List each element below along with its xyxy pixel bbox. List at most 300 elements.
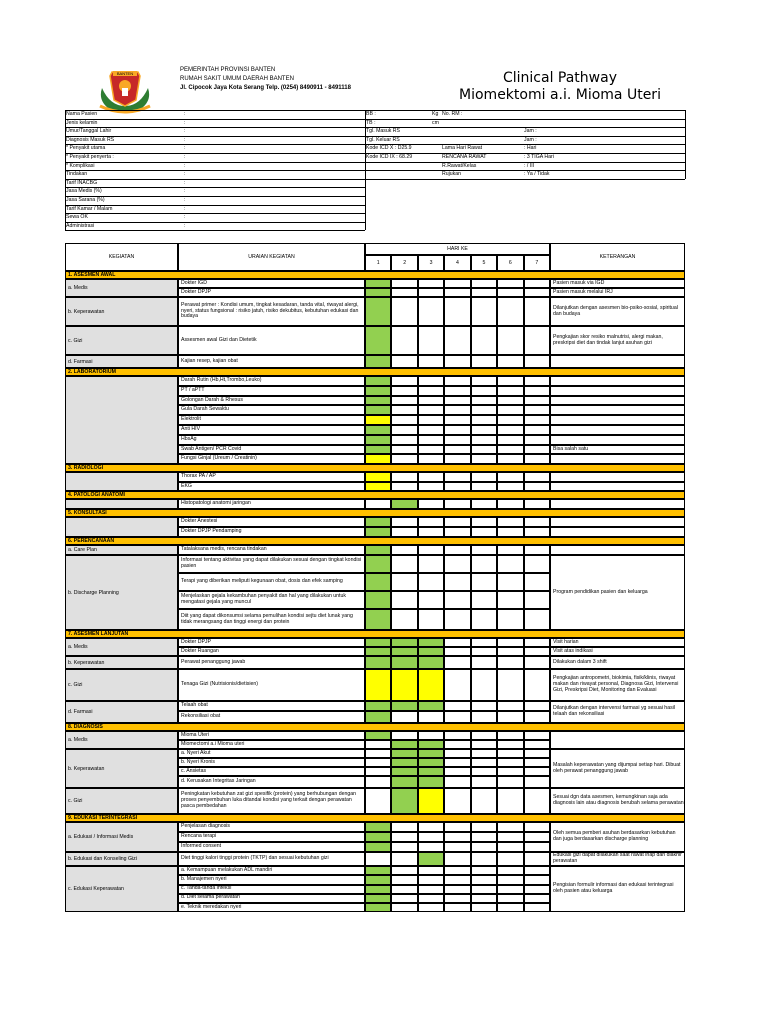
day-checkbox-3[interactable] [418,405,444,415]
day-checkbox-1[interactable] [365,297,391,326]
day-checkbox-6[interactable] [497,415,523,425]
day-checkbox-3[interactable] [418,609,444,630]
day-checkbox-3[interactable] [418,731,444,740]
day-checkbox-3[interactable] [418,482,444,492]
day-checkbox-6[interactable] [497,279,523,288]
day-checkbox-5[interactable] [471,903,497,912]
day-checkbox-6[interactable] [497,885,523,894]
day-checkbox-3[interactable] [418,288,444,297]
day-checkbox-6[interactable] [497,749,523,758]
day-checkbox-1[interactable] [365,405,391,415]
day-checkbox-4[interactable] [444,731,470,740]
day-checkbox-4[interactable] [444,740,470,749]
day-checkbox-2[interactable] [391,749,417,758]
day-checkbox-3[interactable] [418,740,444,749]
day-checkbox-5[interactable] [471,740,497,749]
day-checkbox-2[interactable] [391,591,417,609]
day-checkbox-6[interactable] [497,454,523,464]
day-checkbox-5[interactable] [471,776,497,788]
day-checkbox-5[interactable] [471,656,497,669]
day-checkbox-7[interactable] [524,875,550,884]
day-checkbox-7[interactable] [524,894,550,903]
day-checkbox-4[interactable] [444,822,470,832]
day-checkbox-1[interactable] [365,609,391,630]
day-checkbox-6[interactable] [497,758,523,767]
day-checkbox-5[interactable] [471,609,497,630]
day-checkbox-7[interactable] [524,376,550,386]
day-checkbox-3[interactable] [418,767,444,776]
day-checkbox-7[interactable] [524,472,550,482]
day-checkbox-5[interactable] [471,425,497,435]
day-checkbox-5[interactable] [471,326,497,355]
day-checkbox-4[interactable] [444,545,470,555]
day-checkbox-3[interactable] [418,279,444,288]
day-checkbox-5[interactable] [471,415,497,425]
day-checkbox-6[interactable] [497,355,523,368]
day-checkbox-6[interactable] [497,555,523,573]
day-checkbox-7[interactable] [524,711,550,723]
day-checkbox-1[interactable] [365,866,391,875]
day-checkbox-2[interactable] [391,866,417,875]
day-checkbox-4[interactable] [444,376,470,386]
day-checkbox-5[interactable] [471,376,497,386]
day-checkbox-1[interactable] [365,425,391,435]
day-checkbox-4[interactable] [444,279,470,288]
day-checkbox-2[interactable] [391,647,417,656]
day-checkbox-7[interactable] [524,517,550,527]
day-checkbox-3[interactable] [418,656,444,669]
day-checkbox-3[interactable] [418,894,444,903]
day-checkbox-7[interactable] [524,885,550,894]
day-checkbox-6[interactable] [497,903,523,912]
day-checkbox-1[interactable] [365,454,391,464]
day-checkbox-1[interactable] [365,711,391,723]
day-checkbox-1[interactable] [365,355,391,368]
day-checkbox-6[interactable] [497,386,523,396]
day-checkbox-4[interactable] [444,866,470,875]
day-checkbox-3[interactable] [418,866,444,875]
day-checkbox-5[interactable] [471,472,497,482]
day-checkbox-6[interactable] [497,376,523,386]
day-checkbox-2[interactable] [391,288,417,297]
day-checkbox-5[interactable] [471,545,497,555]
day-checkbox-6[interactable] [497,842,523,852]
day-checkbox-6[interactable] [497,527,523,537]
day-checkbox-4[interactable] [444,852,470,866]
day-checkbox-5[interactable] [471,355,497,368]
day-checkbox-2[interactable] [391,297,417,326]
day-checkbox-4[interactable] [444,788,470,814]
day-checkbox-5[interactable] [471,482,497,492]
day-checkbox-3[interactable] [418,326,444,355]
day-checkbox-3[interactable] [418,454,444,464]
day-checkbox-5[interactable] [471,894,497,903]
day-checkbox-1[interactable] [365,415,391,425]
day-checkbox-2[interactable] [391,472,417,482]
day-checkbox-5[interactable] [471,288,497,297]
day-checkbox-5[interactable] [471,555,497,573]
day-checkbox-3[interactable] [418,415,444,425]
day-checkbox-4[interactable] [444,832,470,842]
day-checkbox-5[interactable] [471,758,497,767]
day-checkbox-2[interactable] [391,822,417,832]
day-checkbox-4[interactable] [444,355,470,368]
day-checkbox-2[interactable] [391,482,417,492]
day-checkbox-1[interactable] [365,903,391,912]
day-checkbox-6[interactable] [497,731,523,740]
day-checkbox-5[interactable] [471,499,497,509]
day-checkbox-6[interactable] [497,425,523,435]
day-checkbox-1[interactable] [365,279,391,288]
day-checkbox-7[interactable] [524,788,550,814]
day-checkbox-4[interactable] [444,527,470,537]
day-checkbox-2[interactable] [391,711,417,723]
day-checkbox-7[interactable] [524,609,550,630]
day-checkbox-6[interactable] [497,326,523,355]
day-checkbox-6[interactable] [497,875,523,884]
day-checkbox-3[interactable] [418,517,444,527]
day-checkbox-5[interactable] [471,669,497,701]
day-checkbox-1[interactable] [365,573,391,591]
day-checkbox-3[interactable] [418,758,444,767]
day-checkbox-3[interactable] [418,573,444,591]
day-checkbox-7[interactable] [524,405,550,415]
day-checkbox-5[interactable] [471,885,497,894]
day-checkbox-7[interactable] [524,326,550,355]
day-checkbox-1[interactable] [365,656,391,669]
day-checkbox-3[interactable] [418,885,444,894]
day-checkbox-7[interactable] [524,842,550,852]
day-checkbox-6[interactable] [497,866,523,875]
day-checkbox-3[interactable] [418,435,444,445]
day-checkbox-4[interactable] [444,894,470,903]
day-checkbox-5[interactable] [471,591,497,609]
day-checkbox-1[interactable] [365,767,391,776]
day-checkbox-2[interactable] [391,445,417,455]
day-checkbox-1[interactable] [365,701,391,711]
day-checkbox-1[interactable] [365,499,391,509]
day-checkbox-2[interactable] [391,517,417,527]
day-checkbox-3[interactable] [418,875,444,884]
day-checkbox-7[interactable] [524,415,550,425]
day-checkbox-7[interactable] [524,435,550,445]
day-checkbox-4[interactable] [444,701,470,711]
day-checkbox-7[interactable] [524,573,550,591]
day-checkbox-2[interactable] [391,425,417,435]
day-checkbox-3[interactable] [418,445,444,455]
day-checkbox-5[interactable] [471,731,497,740]
day-checkbox-7[interactable] [524,701,550,711]
day-checkbox-4[interactable] [444,405,470,415]
day-checkbox-1[interactable] [365,527,391,537]
day-checkbox-7[interactable] [524,279,550,288]
day-checkbox-4[interactable] [444,875,470,884]
day-checkbox-1[interactable] [365,396,391,406]
day-checkbox-2[interactable] [391,669,417,701]
day-checkbox-6[interactable] [497,822,523,832]
day-checkbox-3[interactable] [418,647,444,656]
day-checkbox-1[interactable] [365,591,391,609]
day-checkbox-1[interactable] [365,669,391,701]
day-checkbox-7[interactable] [524,749,550,758]
day-checkbox-1[interactable] [365,758,391,767]
day-checkbox-6[interactable] [497,852,523,866]
day-checkbox-3[interactable] [418,701,444,711]
day-checkbox-5[interactable] [471,405,497,415]
day-checkbox-7[interactable] [524,776,550,788]
day-checkbox-4[interactable] [444,386,470,396]
day-checkbox-1[interactable] [365,822,391,832]
day-checkbox-2[interactable] [391,842,417,852]
day-checkbox-1[interactable] [365,832,391,842]
day-checkbox-4[interactable] [444,776,470,788]
day-checkbox-2[interactable] [391,279,417,288]
day-checkbox-1[interactable] [365,386,391,396]
day-checkbox-2[interactable] [391,454,417,464]
day-checkbox-7[interactable] [524,656,550,669]
day-checkbox-3[interactable] [418,852,444,866]
day-checkbox-3[interactable] [418,822,444,832]
day-checkbox-6[interactable] [497,435,523,445]
day-checkbox-6[interactable] [497,767,523,776]
day-checkbox-3[interactable] [418,591,444,609]
day-checkbox-4[interactable] [444,472,470,482]
day-checkbox-4[interactable] [444,647,470,656]
day-checkbox-2[interactable] [391,852,417,866]
day-checkbox-1[interactable] [365,875,391,884]
day-checkbox-7[interactable] [524,731,550,740]
day-checkbox-6[interactable] [497,740,523,749]
day-checkbox-4[interactable] [444,591,470,609]
day-checkbox-7[interactable] [524,758,550,767]
day-checkbox-5[interactable] [471,875,497,884]
day-checkbox-2[interactable] [391,415,417,425]
day-checkbox-6[interactable] [497,638,523,647]
day-checkbox-2[interactable] [391,355,417,368]
day-checkbox-3[interactable] [418,638,444,647]
day-checkbox-5[interactable] [471,767,497,776]
day-checkbox-1[interactable] [365,894,391,903]
day-checkbox-1[interactable] [365,740,391,749]
day-checkbox-5[interactable] [471,454,497,464]
day-checkbox-5[interactable] [471,396,497,406]
day-checkbox-5[interactable] [471,832,497,842]
day-checkbox-2[interactable] [391,435,417,445]
day-checkbox-6[interactable] [497,609,523,630]
day-checkbox-2[interactable] [391,832,417,842]
day-checkbox-7[interactable] [524,852,550,866]
day-checkbox-5[interactable] [471,866,497,875]
day-checkbox-6[interactable] [497,405,523,415]
day-checkbox-3[interactable] [418,545,444,555]
day-checkbox-3[interactable] [418,669,444,701]
day-checkbox-2[interactable] [391,396,417,406]
day-checkbox-4[interactable] [444,638,470,647]
day-checkbox-5[interactable] [471,711,497,723]
day-checkbox-7[interactable] [524,832,550,842]
day-checkbox-6[interactable] [497,396,523,406]
day-checkbox-5[interactable] [471,517,497,527]
day-checkbox-5[interactable] [471,701,497,711]
day-checkbox-6[interactable] [497,711,523,723]
day-checkbox-2[interactable] [391,656,417,669]
day-checkbox-6[interactable] [497,776,523,788]
day-checkbox-1[interactable] [365,885,391,894]
day-checkbox-6[interactable] [497,669,523,701]
day-checkbox-6[interactable] [497,499,523,509]
day-checkbox-4[interactable] [444,669,470,701]
day-checkbox-1[interactable] [365,638,391,647]
day-checkbox-1[interactable] [365,545,391,555]
day-checkbox-1[interactable] [365,435,391,445]
day-checkbox-3[interactable] [418,425,444,435]
day-checkbox-7[interactable] [524,767,550,776]
day-checkbox-4[interactable] [444,842,470,852]
day-checkbox-3[interactable] [418,376,444,386]
day-checkbox-5[interactable] [471,749,497,758]
day-checkbox-7[interactable] [524,482,550,492]
day-checkbox-7[interactable] [524,545,550,555]
day-checkbox-6[interactable] [497,472,523,482]
day-checkbox-5[interactable] [471,852,497,866]
day-checkbox-5[interactable] [471,279,497,288]
day-checkbox-6[interactable] [497,297,523,326]
day-checkbox-4[interactable] [444,758,470,767]
day-checkbox-4[interactable] [444,435,470,445]
day-checkbox-6[interactable] [497,591,523,609]
day-checkbox-1[interactable] [365,445,391,455]
day-checkbox-3[interactable] [418,499,444,509]
day-checkbox-4[interactable] [444,517,470,527]
day-checkbox-5[interactable] [471,386,497,396]
day-checkbox-7[interactable] [524,903,550,912]
day-checkbox-6[interactable] [497,832,523,842]
day-checkbox-2[interactable] [391,638,417,647]
day-checkbox-4[interactable] [444,482,470,492]
day-checkbox-6[interactable] [497,788,523,814]
day-checkbox-3[interactable] [418,776,444,788]
day-checkbox-7[interactable] [524,822,550,832]
day-checkbox-6[interactable] [497,701,523,711]
day-checkbox-1[interactable] [365,326,391,355]
day-checkbox-3[interactable] [418,396,444,406]
day-checkbox-7[interactable] [524,555,550,573]
day-checkbox-2[interactable] [391,376,417,386]
day-checkbox-2[interactable] [391,555,417,573]
day-checkbox-1[interactable] [365,376,391,386]
day-checkbox-6[interactable] [497,894,523,903]
day-checkbox-4[interactable] [444,903,470,912]
day-checkbox-4[interactable] [444,711,470,723]
day-checkbox-7[interactable] [524,499,550,509]
day-checkbox-7[interactable] [524,355,550,368]
day-checkbox-2[interactable] [391,573,417,591]
day-checkbox-5[interactable] [471,435,497,445]
day-checkbox-1[interactable] [365,749,391,758]
day-checkbox-7[interactable] [524,454,550,464]
day-checkbox-2[interactable] [391,405,417,415]
day-checkbox-7[interactable] [524,386,550,396]
day-checkbox-7[interactable] [524,647,550,656]
day-checkbox-1[interactable] [365,555,391,573]
day-checkbox-5[interactable] [471,297,497,326]
day-checkbox-1[interactable] [365,482,391,492]
day-checkbox-3[interactable] [418,749,444,758]
day-checkbox-6[interactable] [497,656,523,669]
day-checkbox-2[interactable] [391,386,417,396]
day-checkbox-3[interactable] [418,472,444,482]
day-checkbox-7[interactable] [524,445,550,455]
day-checkbox-4[interactable] [444,499,470,509]
day-checkbox-3[interactable] [418,711,444,723]
day-checkbox-3[interactable] [418,527,444,537]
day-checkbox-4[interactable] [444,415,470,425]
day-checkbox-1[interactable] [365,517,391,527]
day-checkbox-2[interactable] [391,701,417,711]
day-checkbox-2[interactable] [391,788,417,814]
day-checkbox-2[interactable] [391,894,417,903]
day-checkbox-7[interactable] [524,591,550,609]
day-checkbox-1[interactable] [365,776,391,788]
day-checkbox-2[interactable] [391,731,417,740]
day-checkbox-7[interactable] [524,425,550,435]
day-checkbox-3[interactable] [418,903,444,912]
day-checkbox-4[interactable] [444,445,470,455]
day-checkbox-7[interactable] [524,669,550,701]
day-checkbox-2[interactable] [391,875,417,884]
day-checkbox-2[interactable] [391,326,417,355]
day-checkbox-1[interactable] [365,288,391,297]
day-checkbox-4[interactable] [444,656,470,669]
day-checkbox-2[interactable] [391,545,417,555]
day-checkbox-3[interactable] [418,555,444,573]
day-checkbox-6[interactable] [497,482,523,492]
day-checkbox-3[interactable] [418,842,444,852]
day-checkbox-4[interactable] [444,609,470,630]
day-checkbox-2[interactable] [391,758,417,767]
day-checkbox-5[interactable] [471,638,497,647]
day-checkbox-3[interactable] [418,832,444,842]
day-checkbox-3[interactable] [418,355,444,368]
day-checkbox-4[interactable] [444,425,470,435]
day-checkbox-7[interactable] [524,396,550,406]
day-checkbox-7[interactable] [524,740,550,749]
day-checkbox-4[interactable] [444,767,470,776]
day-checkbox-5[interactable] [471,788,497,814]
day-checkbox-7[interactable] [524,297,550,326]
day-checkbox-6[interactable] [497,288,523,297]
day-checkbox-2[interactable] [391,740,417,749]
day-checkbox-4[interactable] [444,288,470,297]
day-checkbox-5[interactable] [471,842,497,852]
day-checkbox-2[interactable] [391,885,417,894]
day-checkbox-4[interactable] [444,555,470,573]
day-checkbox-1[interactable] [365,842,391,852]
day-checkbox-6[interactable] [497,573,523,591]
day-checkbox-5[interactable] [471,647,497,656]
day-checkbox-1[interactable] [365,472,391,482]
day-checkbox-2[interactable] [391,527,417,537]
day-checkbox-4[interactable] [444,326,470,355]
day-checkbox-3[interactable] [418,788,444,814]
day-checkbox-5[interactable] [471,527,497,537]
day-checkbox-6[interactable] [497,647,523,656]
day-checkbox-6[interactable] [497,517,523,527]
day-checkbox-4[interactable] [444,573,470,591]
day-checkbox-7[interactable] [524,288,550,297]
day-checkbox-2[interactable] [391,609,417,630]
day-checkbox-4[interactable] [444,454,470,464]
